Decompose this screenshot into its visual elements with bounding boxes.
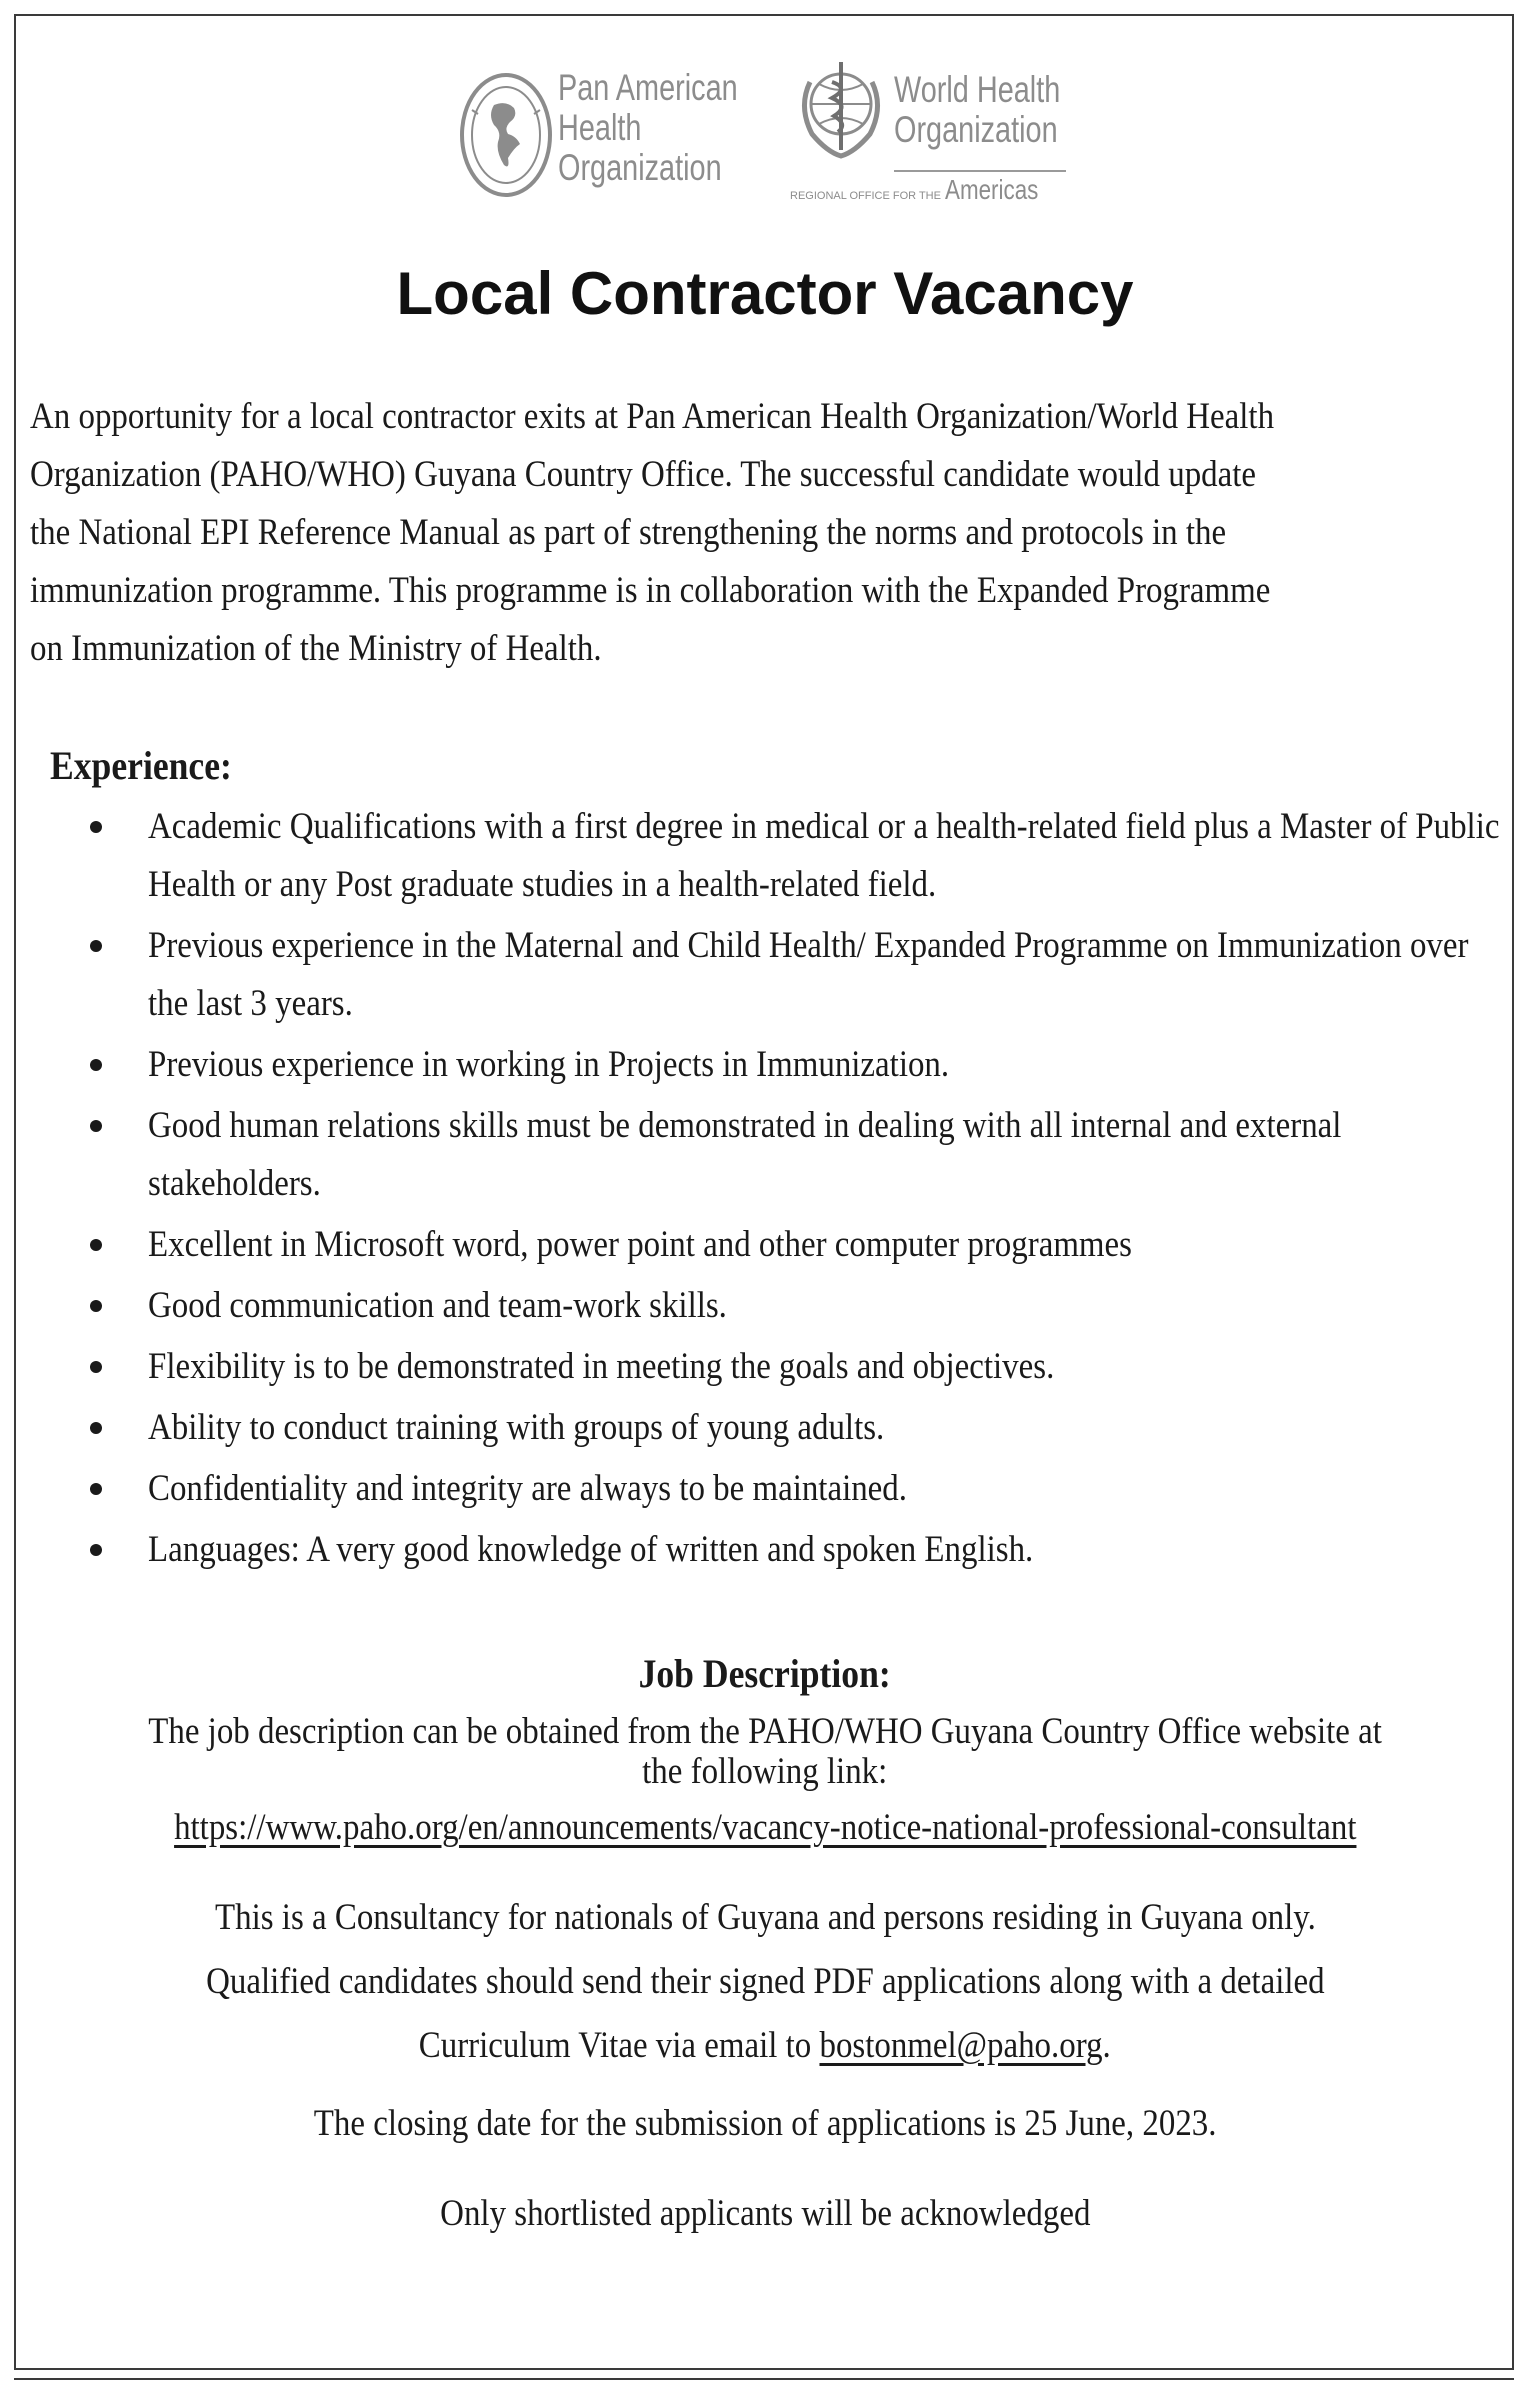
intro-line: on Immunization of the Ministry of Health. bbox=[30, 628, 602, 669]
job-description-line-2: the following link: bbox=[642, 1751, 888, 1792]
experience-item: Previous experience in the Maternal and Child Health/ Expanded Programme on Immunization over the last 3 years. bbox=[0, 917, 1530, 1033]
job-description-heading: Job Description: bbox=[638, 1651, 892, 1696]
who-regional-big: Americas bbox=[945, 174, 1039, 205]
page-title: Local Contractor Vacancy bbox=[396, 260, 1134, 327]
paho-seal-icon bbox=[458, 70, 554, 200]
consultancy-line-1: This is a Consultancy for nationals of Guyana and persons residing in Guyana only. bbox=[214, 1897, 1316, 1938]
experience-item: Good human relations skills must be demonstrated in dealing with all internal and external stakeholders. bbox=[0, 1097, 1530, 1213]
intro-line: An opportunity for a local contractor exits at Pan American Health Organization/World Health bbox=[30, 396, 1275, 437]
logo-header bbox=[0, 52, 1530, 222]
paho-logo bbox=[458, 60, 758, 210]
who-logo bbox=[790, 52, 1080, 222]
bottom-rule bbox=[14, 2378, 1514, 2380]
job-description-line-1: The job description can be obtained from the PAHO/WHO Guyana Country Office website at bbox=[148, 1711, 1382, 1752]
intro-line: Organization (PAHO/WHO) Guyana Country Office. The successful candidate would update bbox=[30, 454, 1257, 495]
intro-line: the National EPI Reference Manual as part of strengthening the norms and protocols in the bbox=[30, 512, 1227, 553]
consultancy-line-3: Curriculum Vitae via email to bostonmel@paho.org. bbox=[418, 2025, 1112, 2066]
experience-item: Academic Qualifications with a first degree in medical or a health-related field plus a Master of Public Health or any Post graduate studies in a health-related field. bbox=[0, 798, 1530, 914]
bullet-icon bbox=[90, 940, 102, 952]
bullet-icon bbox=[90, 1120, 102, 1132]
experience-item: Flexibility is to be demonstrated in meeting the goals and objectives. bbox=[0, 1338, 1530, 1396]
bullet-icon bbox=[90, 1544, 102, 1556]
experience-heading: Experience: bbox=[50, 743, 232, 788]
bullet-icon bbox=[90, 1483, 102, 1495]
email-link[interactable]: bostonmel@paho.org bbox=[819, 2025, 1103, 2066]
bullet-icon bbox=[90, 1361, 102, 1373]
experience-item: Languages: A very good knowledge of written and spoken English. bbox=[0, 1521, 1530, 1579]
intro-line: immunization programme. This programme is in collaboration with the Expanded Programme bbox=[30, 570, 1271, 611]
experience-item: Ability to conduct training with groups of young adults. bbox=[0, 1399, 1530, 1457]
bullet-icon bbox=[90, 1059, 102, 1071]
who-regional-small: REGIONAL OFFICE FOR THE bbox=[790, 190, 941, 202]
job-description-text bbox=[0, 1704, 1530, 1800]
job-description-link-row bbox=[0, 1800, 1530, 1856]
experience-item: Excellent in Microsoft word, power point and other computer programmes bbox=[0, 1216, 1530, 1274]
paho-name-line-2: Health bbox=[558, 107, 642, 148]
bullet-icon bbox=[90, 1422, 102, 1434]
who-divider bbox=[894, 170, 1066, 172]
bullet-icon bbox=[90, 821, 102, 833]
consultancy-paragraph bbox=[0, 1890, 1530, 2074]
bullet-icon bbox=[90, 1300, 102, 1312]
experience-item: Previous experience in working in Projects in Immunization. bbox=[0, 1036, 1530, 1094]
who-name-line-2: Organization bbox=[894, 109, 1058, 150]
who-name-line-1: World Health bbox=[894, 69, 1061, 110]
bullet-icon bbox=[90, 1239, 102, 1251]
paho-name-line-1: Pan American bbox=[558, 67, 738, 108]
consultancy-line-2: Qualified candidates should send their signed PDF applications along with a detailed bbox=[205, 1961, 1325, 2002]
experience-list bbox=[0, 798, 1530, 1582]
job-description-link[interactable]: https://www.paho.org/en/announcements/vacancy-notice-national-professional-consultant bbox=[173, 1807, 1357, 1848]
intro-paragraph bbox=[30, 388, 1521, 678]
shortlist-note: Only shortlisted applicants will be acknowledged bbox=[439, 2193, 1091, 2234]
experience-item: Confidentiality and integrity are always to be maintained. bbox=[0, 1460, 1530, 1518]
experience-item: Good communication and team-work skills. bbox=[0, 1277, 1530, 1335]
paho-name-line-3: Organization bbox=[558, 147, 722, 188]
who-emblem-icon bbox=[792, 52, 890, 164]
closing-date: The closing date for the submission of applications is 25 June, 2023. bbox=[313, 2103, 1217, 2144]
